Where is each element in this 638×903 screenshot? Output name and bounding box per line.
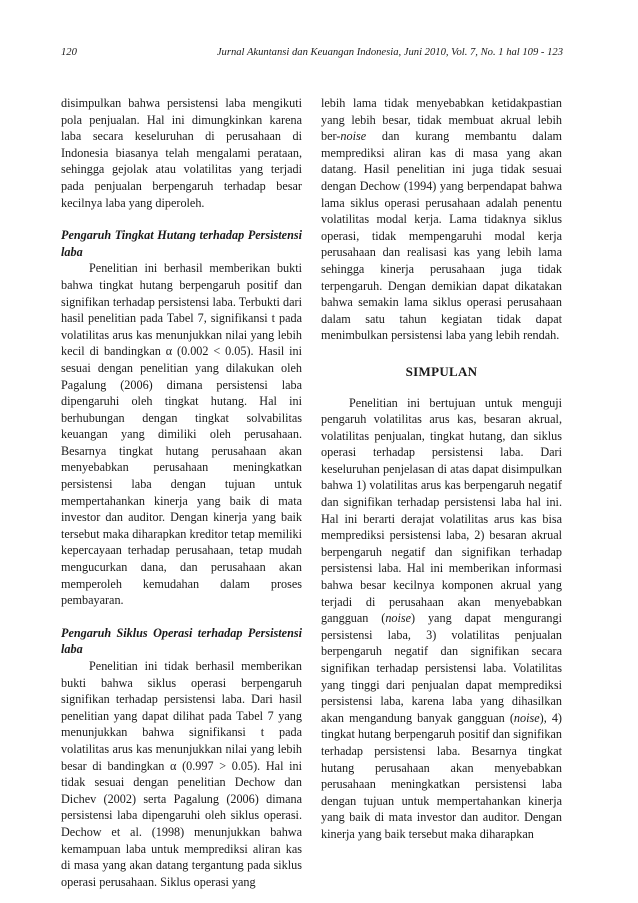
conclusion-text-c: ), 4) tingkat hutang berpengaruh positif dan signifikan terhadap persistensi laba. Besarnya tingkat hutang perusahaan akan menyebabkan perusahaan meningkatkan persistensi laba dengan tujuan untuk mempertahankan kinerja yang baik di mata investor dan auditor. Dengan kinerja yang baik tersebut maka diharapkan	[321, 710, 562, 841]
conclusion-text-a: Penelitian ini bertujuan untuk menguji pengaruh volatilitas arus kas, besaran akrual, volatilitas penjualan, tingkat hutang, dan siklus operasi terhadap persistensi laba. Dari keseluruhan penjelasan di atas dapat disimpulkan bahwa 1) volatilitas arus kas berpengaruh negatif dan signifikan terhadap persistensi laba hal ini. Hal ini berarti derajat volatilitas arus kas bisa memprediksi persistensi laba, 2) besaran akrual berpengaruh negatif dan signifikan terhadap persistensi laba. Hal ini memberikan informasi bahwa besar kecilnya komponen akrual yang terjadi di perusahaan akan menyebabkan gangguan (	[321, 395, 562, 626]
conclusion-noise-1: noise	[385, 611, 412, 626]
page-number: 120	[61, 47, 77, 58]
conclusion-paragraph	[321, 395, 562, 843]
right-p1-noise: noise	[340, 129, 367, 144]
journal-citation: Jurnal Akuntansi dan Keuangan Indonesia, Juni 2010, Vol. 7, No. 1 hal 109 - 123	[216, 47, 563, 58]
left-paragraph-2: Penelitian ini berhasil memberikan bukti bahwa tingkat hutang berpengaruh positif dan signifikan terhadap persistensi laba. Terbukti dari hasil penelitian pada Tabel 7, signifikansi t pada volatilitas arus kas menunjukkan nilai yang lebih kecil di bandingkan α (0.002 < 0.05). Hasil ini sesuai dengan penelitian yang dilakukan oleh Pagalung (2006) dimana persistensi laba dipengaruhi oleh tingkat hutang. Hal ini berhubungan dengan tingkat solvabilitas keuangan yang dimiliki oleh perusahaan. Besarnya tingkat hutang perusahaan akan menyebabkan perusahaan meningkatkan persistensi laba dengan tujuan untuk mempertahankan kinerja yang baik di mata investor dan auditor. Dengan kinerja yang baik tersebut maka diharapkan kreditor tetap memiliki kepercayaan terhadap perusahaan, tetap mudah mengucurkan dana, dan perusahaan akan memperoleh kemudahan dalam proses pembayaran.	[61, 261, 302, 608]
conclusion-noise-2: noise	[513, 710, 540, 725]
subheading-siklus-operasi: Pengaruh Siklus Operasi terhadap Persistensi laba	[61, 625, 302, 657]
left-paragraph-1: disimpulkan bahwa persistensi laba mengikuti pola penjualan. Hal ini dimungkinkan karena laba secara keseluruhan di perusahaan di Indonesia biasanya telah mengalami perataan, sehingga gejolak atau volatilitas yang terjadi pada penjualan berpengaruh terhadap besar kecilnya laba yang diperoleh.	[61, 96, 302, 210]
right-paragraph-1	[321, 95, 562, 344]
left-column	[61, 95, 302, 890]
right-column	[321, 95, 562, 843]
subheading-tingkat-hutang: Pengaruh Tingkat Hutang terhadap Persistensi laba	[61, 228, 302, 259]
conclusion-text-b: ) yang dapat mengurangi persistensi laba, 3) volatilitas penjualan berpengaruh negatif dan signifikan secara signifikan terhadap persistensi laba. Volatilitas yang tinggi dari penjualan dapat memprediksi persistensi laba, karena laba yang dihasilkan akan mengandung banyak gangguan (	[321, 611, 562, 725]
right-p1-text-a: lebih lama tidak menyebabkan ketidakpastian yang lebih besar, tidak membuat akrual lebih ber-	[321, 96, 562, 144]
section-title-simpulan: SIMPULAN	[405, 363, 478, 379]
left-paragraph-3: Penelitian ini tidak berhasil memberikan bukti bahwa siklus operasi berpengaruh signifikan terhadap persistensi laba. Dari hasil penelitian yang dapat dilihat pada Tabel 7 yang menunjukkan bahwa signifikansi t pada volatilitas arus kas menunjukkan nilai yang lebih besar di bandingkan α (0.997 > 0.05). Hal ini tidak sesuai dengan penelitian Dechow dan Dichev (2002) serta Pagalung (2006) dimana persistensi laba dipengaruhi oleh siklus operasi. Dechow et al. (1998) menunjukkan bahwa kemampuan laba untuk memprediksi aliran kas di masa yang akan datang tergantung pada siklus operasi perusahaan. Siklus operasi yang	[61, 659, 302, 889]
running-header	[61, 47, 563, 61]
right-p1-text-b: dan kurang membantu dalam memprediksi aliran kas di masa yang akan datang. Hasil penelitian ini juga tidak sesuai dengan Dechow (1994) yang berpendapat bahwa lama siklus operasi perusahaan adalah penentu volatilitas modal kerja. Lama tidaknya siklus operasi, tidak mempengaruhi modal kerja perusahaan dan realisasi kas yang lebih lama sehingga kinerja perusahaan juga tidak terpengaruh. Dengan demikian dapat dikatakan bahwa semakin lama siklus operasi perusahaan dalam satu tahun kegiatan tidak dapat menimbulkan persistensi laba yang lebih rendah.	[321, 129, 562, 343]
